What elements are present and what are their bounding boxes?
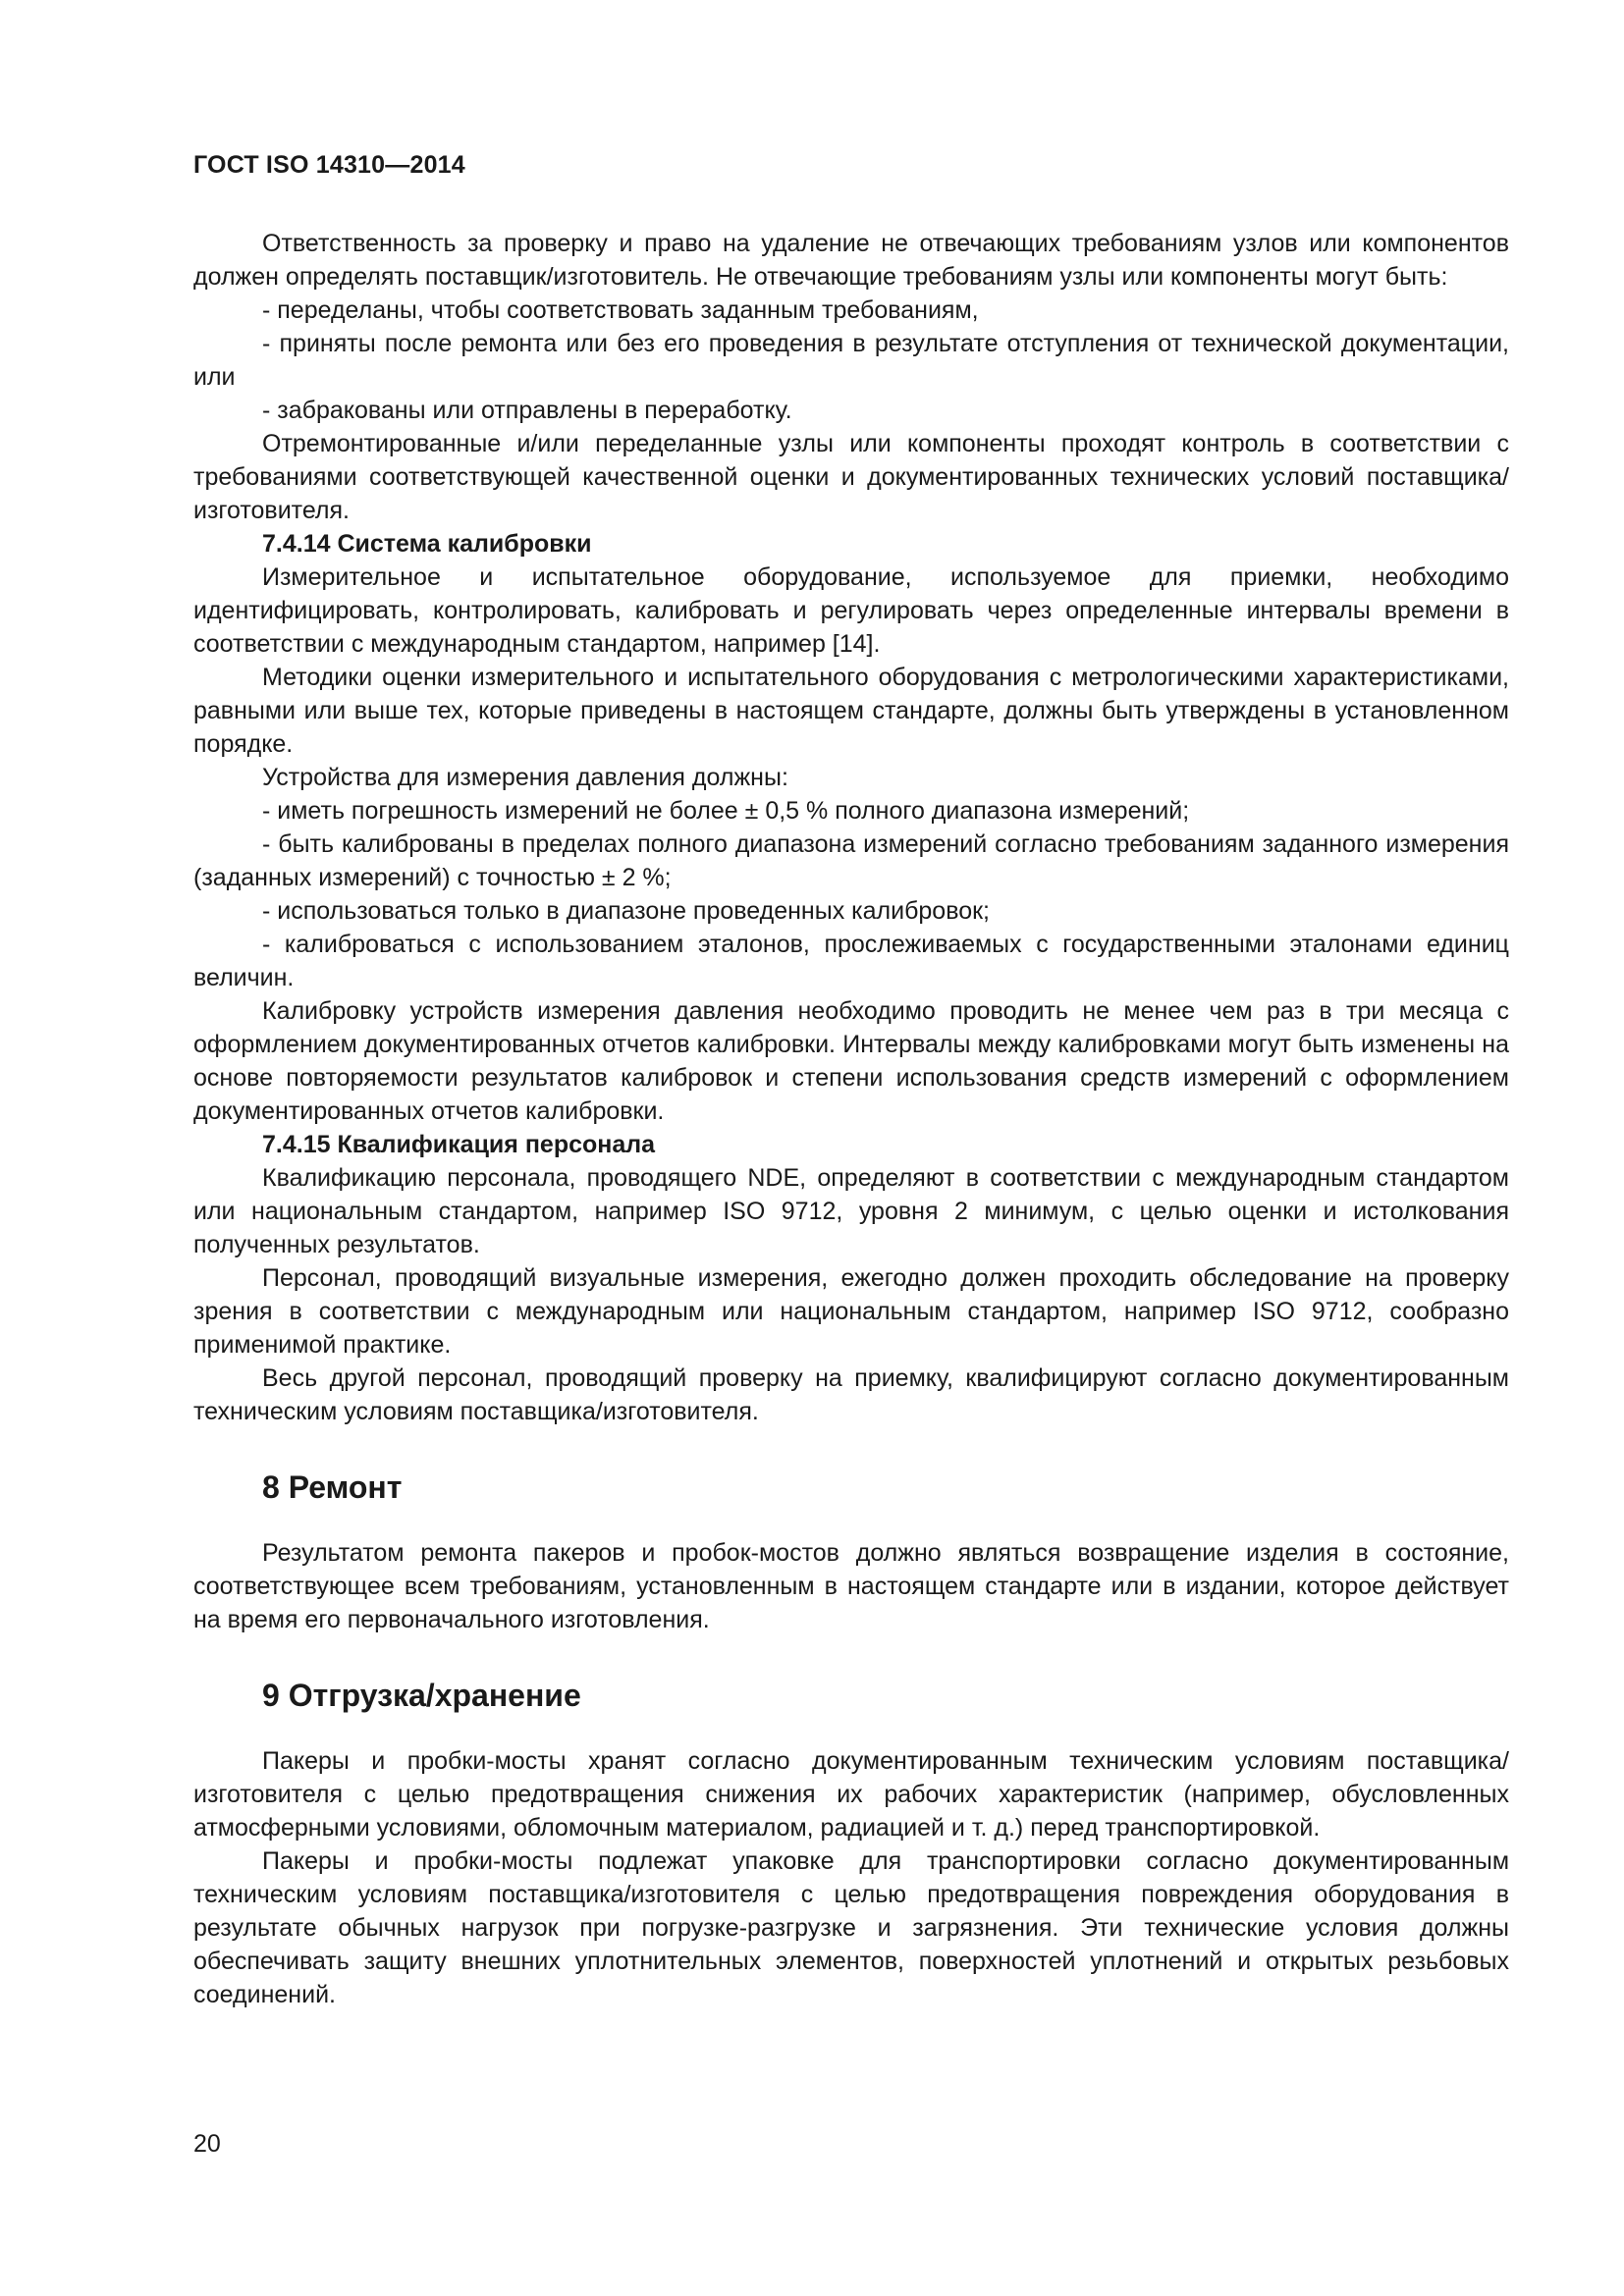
paragraph: Пакеры и пробки-мосты подлежат упаковке для транспортировки согласно документированным техническим условиям поставщика/изготовителя с целью предотвращения повреждения оборудования в результате обычных нагрузок при погрузке-разгрузке и загрязнения. Эти технические условия должны обеспечивать защиту внешних уплотнительных элементов, поверхностей уплотнений и открытых резьбовых соединений. [193, 1847, 1509, 2008]
subsection-heading-7-4-15: 7.4.15 Квалификация персонала [262, 1131, 656, 1158]
paragraph: Весь другой персонал, проводящий проверку на приемку, квалифицируют согласно документированным техническим условиям поставщика/изготовителя. [193, 1364, 1509, 1425]
paragraph: Персонал, проводящий визуальные измерения, ежегодно должен проходить обследование на проверку зрения в соответствии с международным или национальным стандартом, например ISO 9712, сообразно применимой практике. [193, 1264, 1509, 1359]
paragraph: Ответственность за проверку и право на удаление не отвечающих требованиям узлов или компонентов должен определять поставщик/изготовитель. Не отвечающие требованиям узлы или компоненты могут быть: [193, 230, 1509, 291]
paragraph: Результатом ремонта пакеров и пробок-мостов должно являться возвращение изделия в состояние, соответствующее всем требованиям, установленным в настоящем стандарте или в издании, которое действует на время его первоначального изготовления. [193, 1539, 1509, 1633]
list-item: - переделаны, чтобы соответствовать заданным требованиям, [262, 296, 979, 324]
paragraph: Пакеры и пробки-мосты хранят согласно документированным техническим условиям поставщика/изготовителя с целью предотвращения снижения их рабочих характеристик (например, обусловленных атмосферными условиями, обломочным материалом, радиацией и т. д.) перед транспортировкой. [193, 1747, 1509, 1842]
section-heading-8: 8 Ремонт [262, 1469, 403, 1505]
list-item: - приняты после ремонта или без его проведения в результате отступления от технической документации, или [193, 330, 1509, 391]
paragraph: Методики оценки измерительного и испытательного оборудования с метрологическими характеристиками, равными или выше тех, которые приведены в настоящем стандарте, должны быть утверждены в установленном порядке. [193, 664, 1509, 758]
list-item: - калиброваться с использованием эталонов, прослеживаемых с государственными эталонами единиц величин. [193, 931, 1509, 991]
page-number: 20 [193, 2130, 221, 2158]
list-item: - быть калиброваны в пределах полного диапазона измерений согласно требованиям заданного измерения (заданных измерений) с точностью ± 2 %; [193, 830, 1509, 891]
document-body [193, 227, 1509, 2011]
subsection-heading-7-4-14: 7.4.14 Система калибровки [262, 530, 592, 558]
paragraph: Отремонтированные и/или переделанные узлы или компоненты проходят контроль в соответствии с требованиями соответствующей качественной оценки и документированных технических условий поставщика/изготовителя. [193, 430, 1509, 524]
section-heading-9: 9 Отгрузка/хранение [262, 1678, 581, 1713]
paragraph: Квалификацию персонала, проводящего NDE, определяют в соответствии с международным стандартом или национальным стандартом, например ISO 9712, уровня 2 минимум, с целью оценки и истолкования полученных результатов. [193, 1164, 1509, 1258]
document-header: ГОСТ ISO 14310—2014 [193, 151, 465, 179]
list-item: - использоваться только в диапазоне проведенных калибровок; [262, 897, 991, 925]
list-item: - забракованы или отправлены в переработку. [262, 397, 792, 424]
paragraph: Устройства для измерения давления должны: [262, 764, 788, 791]
paragraph: Калибровку устройств измерения давления необходимо проводить не менее чем раз в три месяца с оформлением документированных отчетов калибровки. Интервалы между калибровками могут быть изменены на основе повторяемости результатов калибровок и степени использования средств измерений с оформлением документированных отчетов калибровки. [193, 997, 1509, 1125]
paragraph: Измерительное и испытательное оборудование, используемое для приемки, необходимо идентифицировать, контролировать, калибровать и регулировать через определенные интервалы времени в соответствии с международным стандартом, например [14]. [193, 563, 1509, 658]
list-item: - иметь погрешность измерений не более ± 0,5 % полного диапазона измерений; [262, 797, 1190, 825]
